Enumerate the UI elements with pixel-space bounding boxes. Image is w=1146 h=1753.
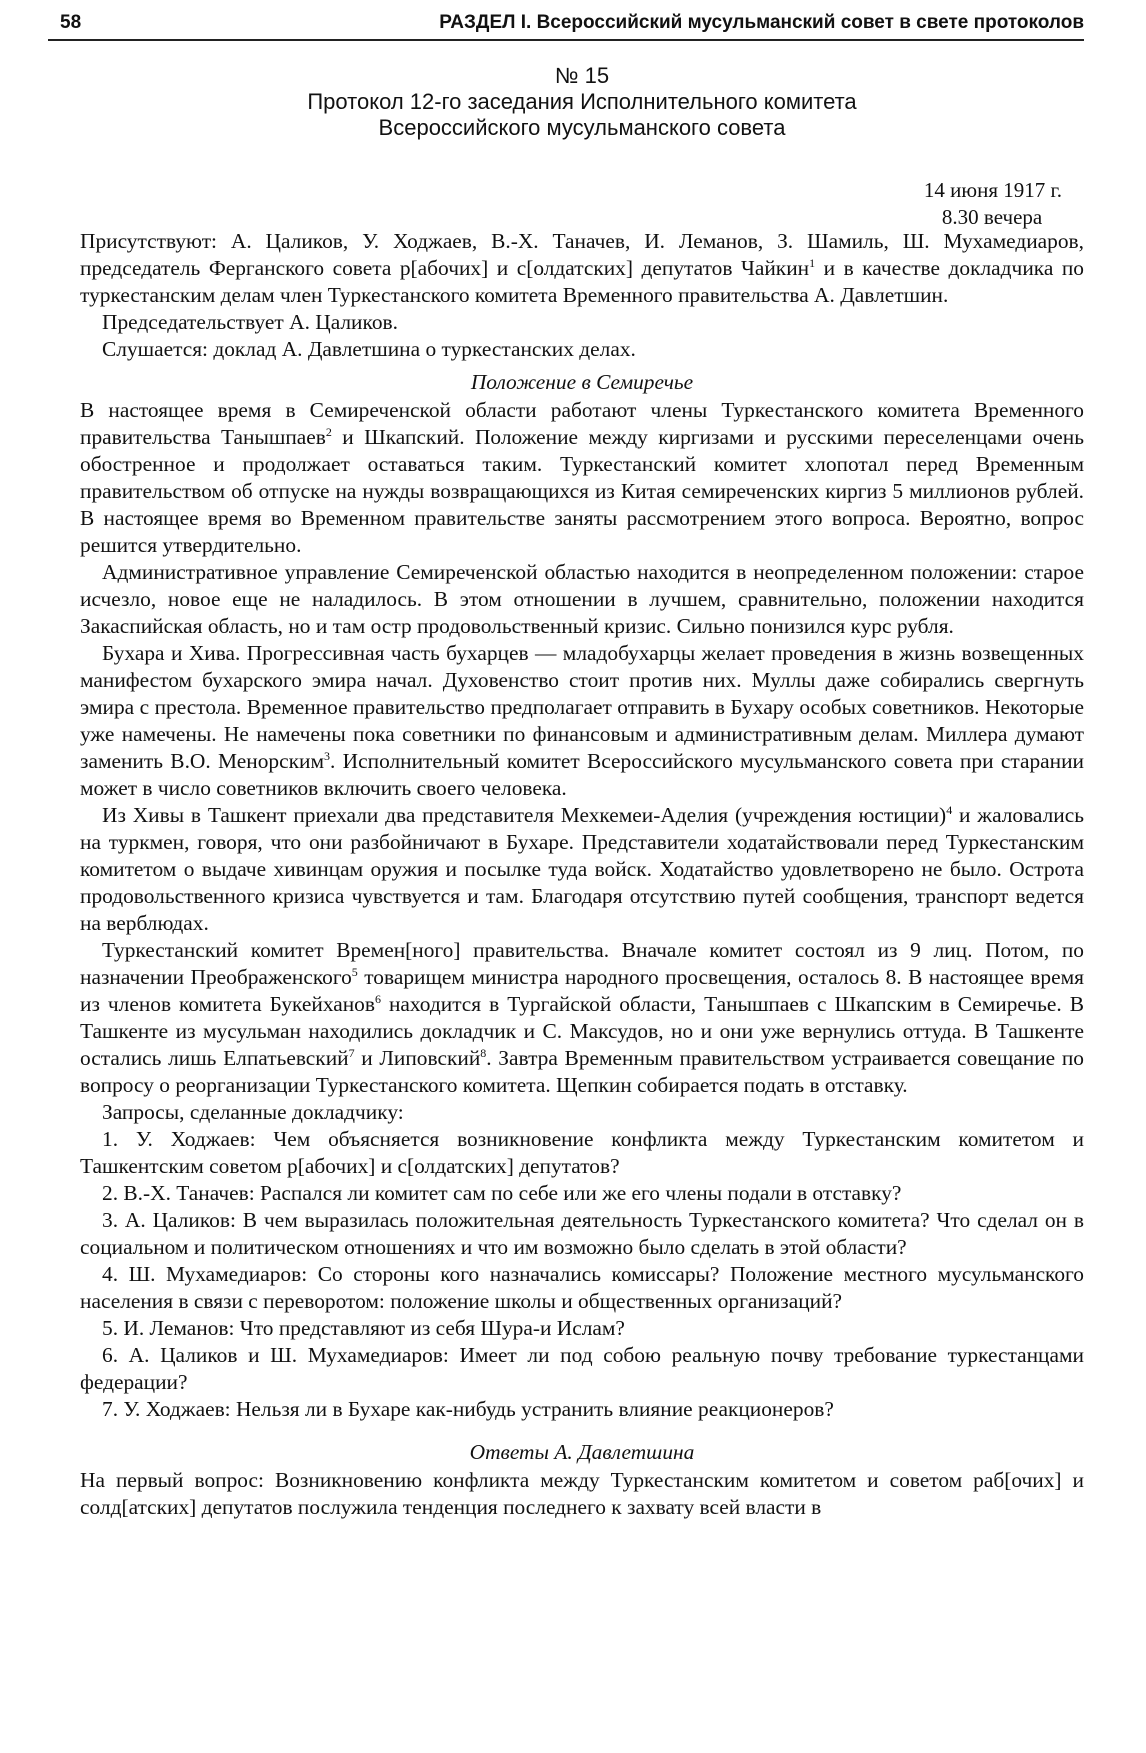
meeting-time: 8.30 вечера (941, 205, 1043, 229)
question-item: 5. И. Леманов: Что представляют из себя Шура-и Ислам? (102, 1316, 625, 1340)
header-rule (48, 39, 1084, 41)
bukhara-text-a: Бухара и Хива. Прогрессивная часть бухарцев — младобухарцы желает проведения в жизнь возвещенных манифестом бухарского эмира начал. Духовенство стоит против них. Муллы даже собирались свергнуть эмира с престола. Временное правительство предполагает отправить в Бухару особых советников. Некоторые уже намечены. Не намечены пока советники по финансовым и административным делам. Миллера думают заменить В.О. Менорским (80, 641, 1084, 773)
meeting-date: 14 июня 1917 г. (923, 178, 1062, 202)
semirechye-text-1b: и Шкапский. Положение между киргизами и русскими переселенцами очень обостренное и продолжает оставаться таким. Туркестанский комитет хлопотал перед Временным правительством об отпуске на нужды возвращающихся из Китая семиреченских киргиз 5 миллионов рублей. В настоящее время во Временном правительстве заняты рассмотрением этого вопроса. Вероятно, вопрос решится утвердительно. (80, 425, 1084, 557)
document-number: № 15 (554, 63, 610, 88)
question-item: 4. Ш. Мухамедиаров: Со стороны кого назначались комиссары? Положение местного мусульманского населения в связи с переворотом: положение школы и общественных организаций? (80, 1262, 1084, 1313)
document-title-line2: Всероссийского мусульманского совета (378, 115, 786, 140)
footnote-ref-1: 1 (809, 255, 816, 270)
semirechye-paragraph-1 (80, 397, 1084, 559)
khiva-text-b: и жаловались на туркмен, говоря, что они разбойничают в Бухаре. Представители ходатайствовали перед Туркестанским комитетом о выдаче хивинцам оружия и посылке туда войск. Ходатайство удовлетворено не было. Острота продовольственного кризиса чувствуется и там. Благодаря отсутствию путей сообщения, транспорт ведется на верблюдах. (80, 803, 1084, 935)
footnote-ref-6: 6 (374, 991, 381, 1006)
question-item: 3. А. Цаликов: В чем выразилась положительная деятельность Туркестанского комитета? Что сделал он в социальном и политическом отношениях и что им возможно было сделать в этой области? (80, 1208, 1084, 1259)
committee-text-d: и Липовский (354, 1046, 481, 1070)
document-title-line1: Протокол 12-го заседания Исполнительного комитета (307, 89, 857, 114)
date-block (924, 177, 1062, 231)
footnote-ref-2: 2 (325, 424, 332, 439)
document-header (80, 63, 1084, 141)
chair-paragraph: Председательствует А. Цаликов. (102, 310, 398, 334)
question-item: 1. У. Ходжаев: Чем объясняется возникновение конфликта между Туркестанским комитетом и Ташкентским советом р[абочих] и с[олдатских] депутатов? (80, 1127, 1084, 1178)
page-number: 58 (60, 12, 82, 33)
footnote-ref-3: 3 (324, 748, 330, 763)
running-head (60, 8, 1084, 38)
question-item: 2. В.-Х. Таначев: Распался ли комитет сам по себе или же его члены подали в отставку? (102, 1181, 902, 1205)
bukhara-khiva-paragraph (80, 640, 1084, 802)
committee-paragraph (80, 937, 1084, 1099)
attendance-text: Присутствуют: А. Цаликов, У. Ходжаев, В.-Х. Таначев, И. Леманов, З. Шамиль, Ш. Мухамедиаров, председатель Ферганского совета р[абочих] и с[олдатских] депутатов Чайкин (80, 229, 1084, 280)
semirechye-paragraph-2: Административное управление Семиреченской областью находится в неопределенном положении: старое исчезло, новое еще не наладилось. В этом отношении в лучшем, сравнительно, положении находится Закаспийская область, но и там остр продовольственный кризис. Сильно понизился курс рубля. (80, 560, 1084, 638)
bukhara-text-b: . Исполнительный комитет Всероссийского мусульманского совета при старании может в число советников включить своего человека. (80, 749, 1084, 800)
question-item: 7. У. Ходжаев: Нельзя ли в Бухаре как-нибудь устранить влияние реакционеров? (102, 1397, 834, 1421)
committee-text-a: Туркестанский комитет Времен[ного] правительства. Вначале комитет состоял из 9 лиц. Потом, по назначении Преображенского (80, 938, 1084, 989)
khiva-text-a: Из Хивы в Ташкент приехали два представителя Мехкемеи-Аделия (учреждения юстиции) (102, 803, 947, 827)
committee-text-b: товарищем министра народного просвещения, осталось 8. В настоящее время из членов комитета Букейханов (80, 965, 1084, 1016)
section-heading-answers: Ответы А. Давлетшина (469, 1440, 695, 1464)
footnote-ref-7: 7 (348, 1045, 355, 1060)
section-heading-semirechye: Положение в Семиречье (470, 370, 694, 394)
footnote-ref-8: 8 (480, 1045, 487, 1060)
semirechye-text-1a: В настоящее время в Семиреченской области работают члены Туркестанского комитета Временного правительства Танышпаев (80, 398, 1084, 449)
committee-text-e: . Завтра Временным правительством устраивается совещание по вопросу о реорганизации Туркестанского комитета. Щепкин собирается подать в отставку. (80, 1046, 1084, 1097)
footnote-ref-5: 5 (351, 964, 358, 979)
body-text (80, 228, 1084, 1521)
attendance-text-cont: и в качестве докладчика по туркестанским делам член Туркестанского комитета Временного правительства А. Давлетшин. (80, 256, 1084, 307)
heard-paragraph: Слушается: доклад А. Давлетшина о туркестанских делах. (102, 337, 636, 361)
questions-lead: Запросы, сделанные докладчику: (102, 1100, 404, 1124)
footnote-ref-4: 4 (946, 802, 953, 817)
khiva-paragraph (80, 802, 1084, 937)
answer-paragraph-1: На первый вопрос: Возникновению конфликта между Туркестанским комитетом и советом раб[очих] и солд[атских] депутатов послужила тенденция последнего к захвату всей власти в (80, 1468, 1084, 1519)
running-title: РАЗДЕЛ I. Всероссийский мусульманский совет в свете протоколов (439, 12, 1084, 33)
question-item: 6. А. Цаликов и Ш. Мухамедиаров: Имеет ли под собою реальную почву требование туркестанцами федерации? (80, 1343, 1084, 1394)
attendance-paragraph (80, 228, 1084, 309)
committee-text-c: находится в Тургайской области, Танышпаев с Шкапским в Семиречье. В Ташкенте из мусульман находились докладчик и С. Максудов, но и они уже вернулись оттуда. В Ташкенте остались лишь Елпатьевский (80, 992, 1084, 1070)
